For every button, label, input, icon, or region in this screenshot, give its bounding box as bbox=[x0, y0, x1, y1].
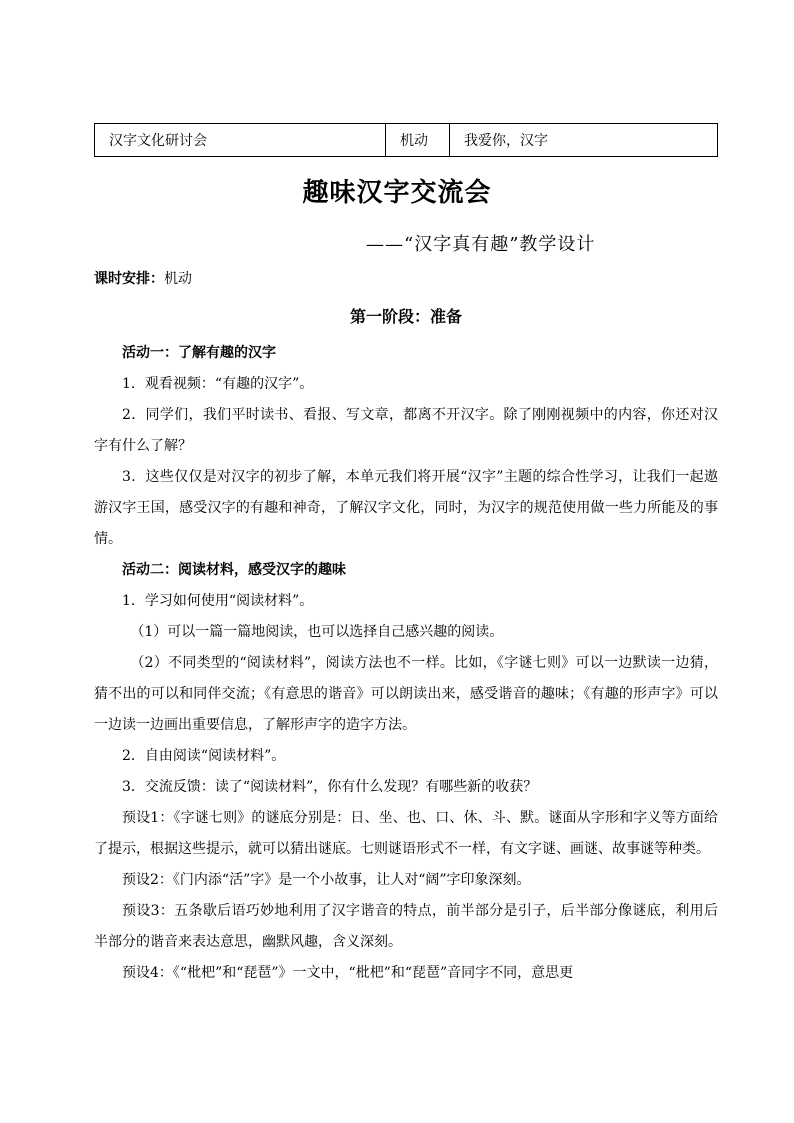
paragraph: 1．观看视频：“有趣的汉字”。 bbox=[122, 376, 314, 392]
paragraph: 预设1：《字谜七则》的谜底分别是：日、坐、也、口、休、斗、默。谜面从字形和字义等方面给了提示，根据这些提示，就可以猜出谜底。七则谜语形式不一样，有文字谜、画谜、故事谜等种类。 bbox=[94, 810, 718, 857]
activity-heading: 活动二：阅读材料，感受汉字的趣味 bbox=[122, 562, 346, 578]
header-table bbox=[94, 123, 718, 157]
paragraph: （1）可以一篇一篇地阅读，也可以选择自己感兴趣的阅读。 bbox=[130, 624, 504, 640]
header-cell-unit: 我爱你，汉字 bbox=[464, 133, 548, 149]
header-cell-schedule: 机动 bbox=[386, 124, 450, 156]
activity-heading: 活动一：了解有趣的汉字 bbox=[122, 345, 276, 361]
paragraph: 预设2：《门内添“活”字》是一个小故事，让人对“阔”字印象深刻。 bbox=[122, 872, 531, 888]
schedule-value: 机动 bbox=[164, 271, 192, 287]
paragraph: 预设3：五条歇后语巧妙地利用了汉字谐音的特点，前半部分是引子，后半部分像谜底，利用后半部分的谐音来表达意思，幽默风趣，含义深刻。 bbox=[94, 903, 718, 950]
paragraph: 1．学习如何使用“阅读材料”。 bbox=[122, 593, 314, 609]
paragraph: 2．自由阅读“阅读材料”。 bbox=[122, 748, 286, 764]
paragraph: 2．同学们，我们平时读书、看报、写文章，都离不开汉字。除了刚刚视频中的内容，你还对汉字有什么了解？ bbox=[94, 407, 718, 454]
paragraph: 预设4：《“枇杷”和“琵琶”》一文中，“枇杷”和“琵琶”音同字不同，意思更 bbox=[122, 965, 574, 981]
schedule-label: 课时安排： bbox=[94, 271, 164, 287]
paragraph: 3．这些仅仅是对汉字的初步了解，本单元我们将开展“汉字”主题的综合性学习，让我们一起遨游汉字王国，感受汉字的有趣和神奇，了解汉字文化，同时，为汉字的规范使用做一些力所能及的事情。 bbox=[94, 469, 718, 547]
paragraph: 3．交流反馈：读了“阅读材料”，你有什么发现？有哪些新的收获？ bbox=[122, 779, 538, 795]
page-subtitle: ——“汉字真有趣”教学设计 bbox=[366, 234, 596, 255]
header-cell-event: 汉字文化研讨会 bbox=[95, 124, 386, 156]
paragraph: （2）不同类型的“阅读材料”，阅读方法也不一样。比如，《字谜七则》可以一边默读一边猜，猜不出的可以和同伴交流；《有意思的谐音》可以朗读出来，感受谐音的趣味；《有趣的形声字》可以一边读一边画出重要信息，了解形声字的造字方法。 bbox=[94, 655, 718, 733]
schedule-line bbox=[94, 268, 192, 288]
page-title: 趣味汉字交流会 bbox=[302, 178, 492, 208]
document-body bbox=[94, 338, 718, 989]
stage-heading: 第一阶段：准备 bbox=[349, 307, 462, 326]
